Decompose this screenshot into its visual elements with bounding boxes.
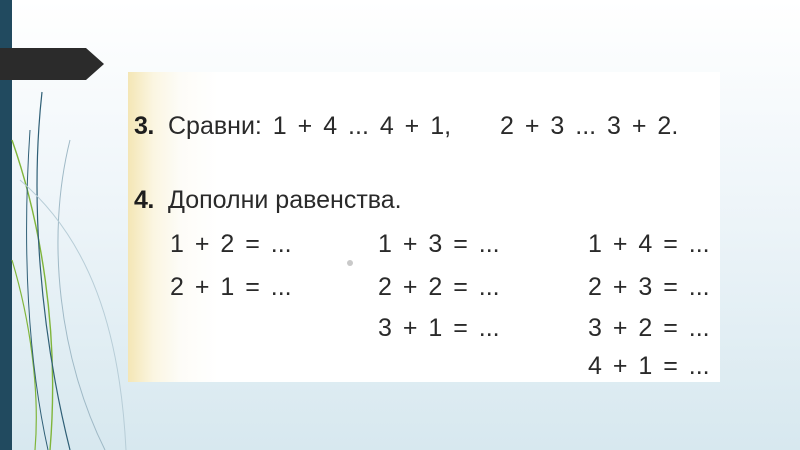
textbook-excerpt xyxy=(128,72,720,382)
equation-col3-row1: 1 + 4 = ... xyxy=(588,230,710,258)
equation-col3-row3: 3 + 2 = ... xyxy=(588,314,710,342)
title-arrow-marker xyxy=(0,48,104,80)
task-4-number: 4. xyxy=(134,186,154,214)
task-4-text: Дополни равенства. xyxy=(168,186,402,214)
equation-col1-row2: 2 + 1 = ... xyxy=(170,273,292,301)
equation-col2-row1: 1 + 3 = ... xyxy=(378,230,500,258)
equation-col3-row2: 2 + 3 = ... xyxy=(588,273,710,301)
equation-col1-row1: 1 + 2 = ... xyxy=(170,230,292,258)
task-3-text: Сравни: 1 + 4 ... 4 + 1, xyxy=(168,112,452,140)
task-3-second-comparison: 2 + 3 ... 3 + 2. xyxy=(500,112,679,140)
equation-col2-row2: 2 + 2 = ... xyxy=(378,273,500,301)
scan-dot-mark xyxy=(347,260,353,266)
task-3-number: 3. xyxy=(134,112,154,140)
equation-col2-row3: 3 + 1 = ... xyxy=(378,314,500,342)
equation-col3-row4: 4 + 1 = ... xyxy=(588,352,710,380)
